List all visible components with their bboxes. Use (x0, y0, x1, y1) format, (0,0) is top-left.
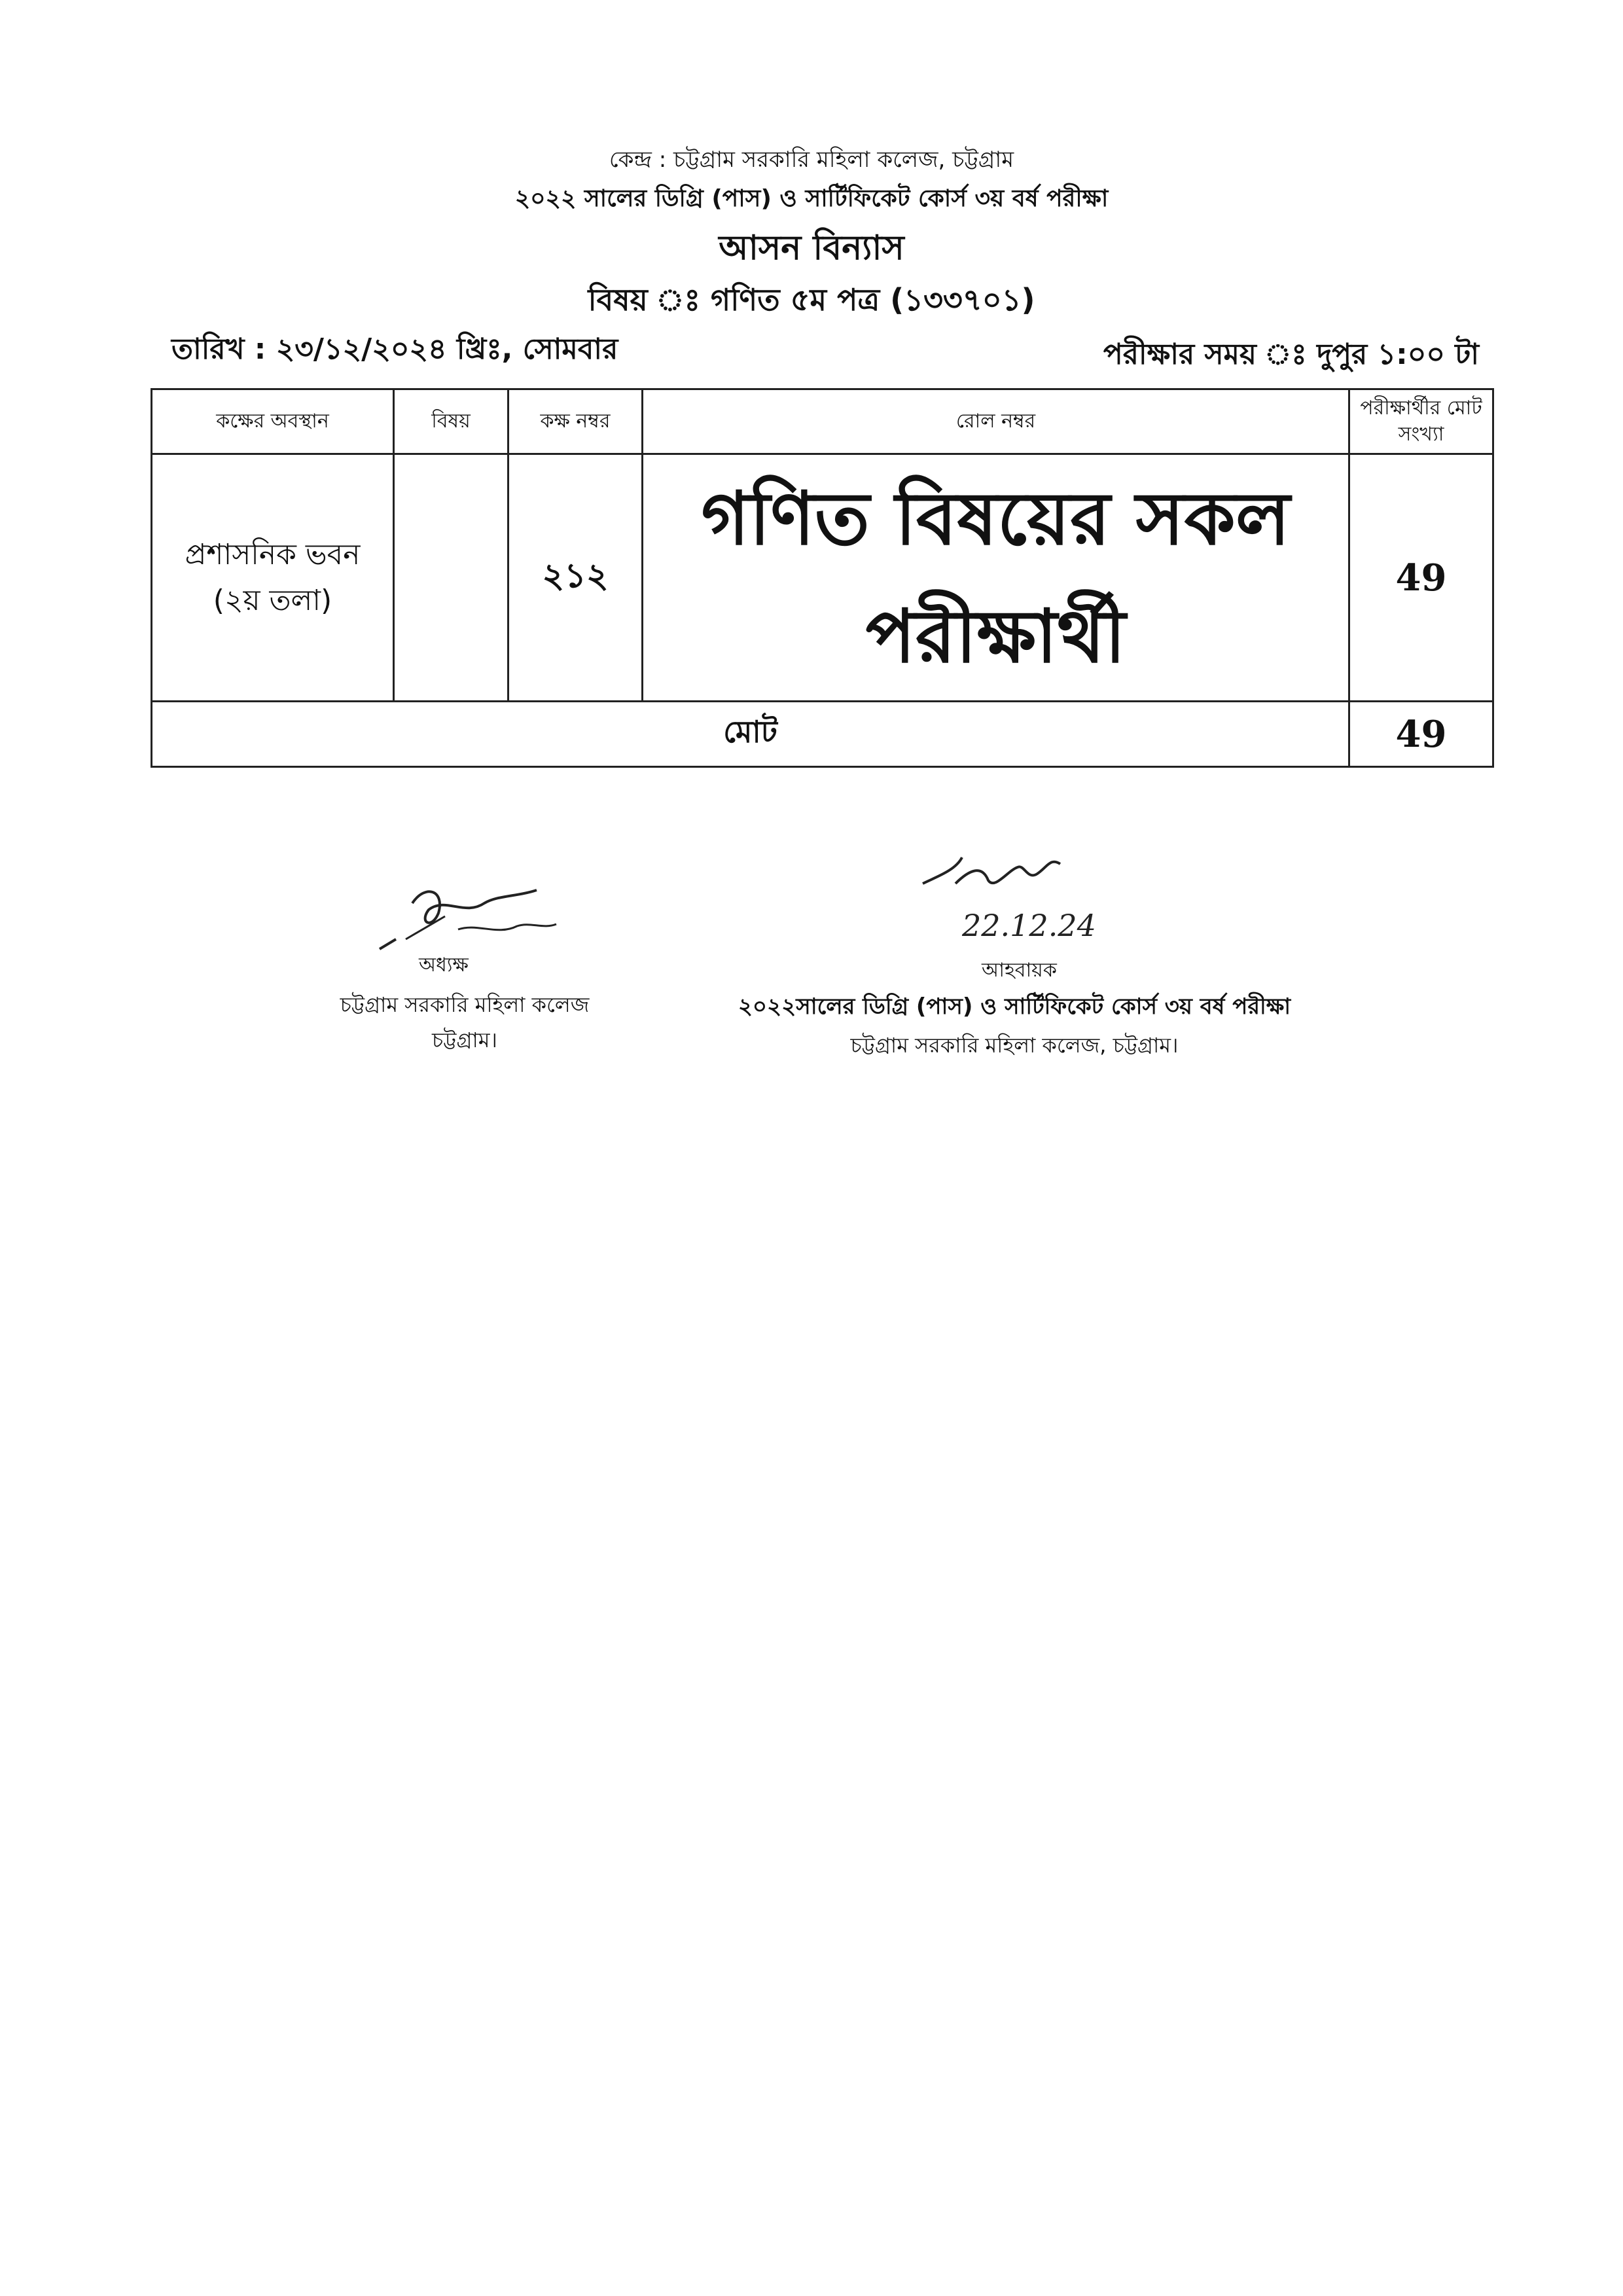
principal-organization (281, 987, 648, 1058)
convener-organization: চট্টগ্রাম সরকারি মহিলা কলেজ, চট্টগ্রাম। (850, 1033, 1179, 1058)
exam-center: কেন্দ্র : চট্টগ্রাম সরকারি মহিলা কলেজ, চট্টগ্রাম (609, 147, 1014, 173)
subject-cell (394, 454, 508, 702)
seating-table (151, 388, 1494, 768)
col-room-location: কক্ষের অবস্থান (152, 389, 394, 454)
col-subject: বিষয় (394, 389, 508, 454)
signature-date: 22.12.24 (962, 908, 1096, 943)
col-candidate-count: পরীক্ষার্থীর মোট সংখ্যা (1349, 389, 1493, 454)
principal-signature (366, 877, 576, 956)
exam-date: তারিখ : ২৩/১২/২০২৪ খ্রিঃ, সোমবার (171, 332, 618, 366)
total-row (152, 702, 1493, 767)
principal-org-line1: চট্টগ্রাম সরকারি মহিলা কলেজ (340, 992, 590, 1017)
convener-exam: ২০২২সালের ডিগ্রি (পাস) ও সার্টিফিকেট কোর্স ৩য় বর্ষ পরীক্ষা (738, 994, 1291, 1020)
roll-line2: পরীক্ষার্থী (865, 594, 1126, 679)
exam-time: পরীক্ষার সময় ঃ দুপুর ১:০০ টা (1103, 338, 1479, 371)
subject-line: বিষয় ঃ গণিত ৫ম পত্র (১৩৩৭০১) (588, 282, 1035, 317)
exam-name: ২০২২ সালের ডিগ্রি (পাস) ও সার্টিফিকেট কোর্স ৩য় বর্ষ পরীক্ষা (514, 185, 1109, 212)
total-count: 49 (1349, 702, 1493, 767)
table-header-row (152, 389, 1493, 454)
convener-signature (910, 844, 1158, 956)
roll-line1: গণিত বিষয়ের সকল (701, 476, 1291, 562)
location-line2: (২য় তলা) (213, 583, 332, 617)
principal-role: অধ্যক্ষ (419, 954, 469, 977)
page-title: আসন বিন্যাস (719, 228, 904, 268)
table-row (152, 454, 1493, 702)
roll-number-cell (643, 454, 1349, 702)
location-line1: প্রশাসনিক ভবন (185, 537, 361, 571)
room-number-cell: ২১২ (508, 454, 643, 702)
total-label: মোট (152, 702, 1349, 767)
principal-org-line2: চট্টগ্রাম। (432, 1028, 497, 1052)
col-room-number: কক্ষ নম্বর (508, 389, 643, 454)
convener-role: আহবায়ক (982, 959, 1057, 982)
col-roll-number: রোল নম্বর (643, 389, 1349, 454)
room-location-cell (152, 454, 394, 702)
candidate-count-cell: 49 (1349, 454, 1493, 702)
